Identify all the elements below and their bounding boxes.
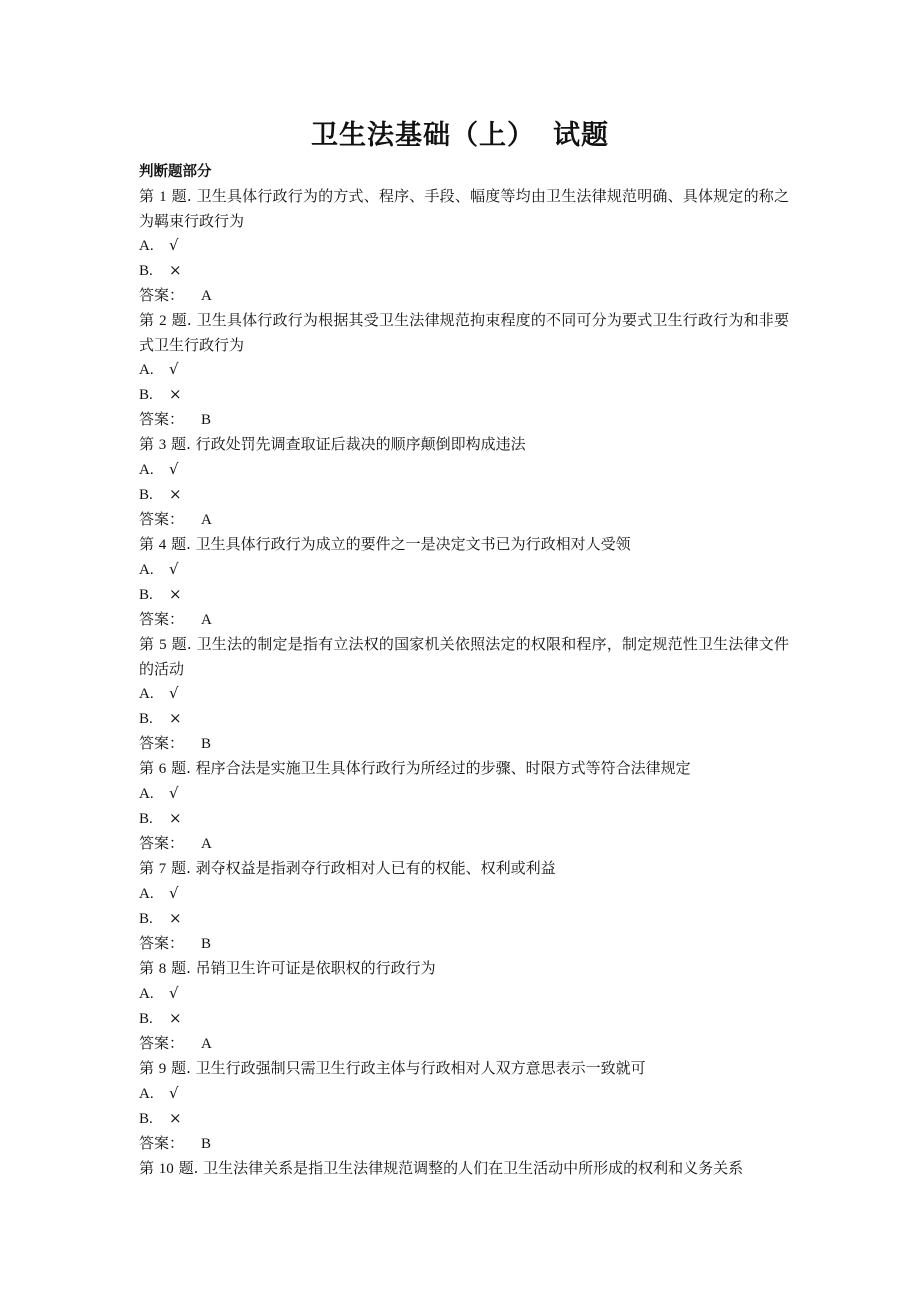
- check-mark-icon: √: [169, 884, 179, 902]
- answer-line: 答案： B: [139, 734, 212, 752]
- question-text: 第 4 题. 卫生具体行政行为成立的要件之一是决定文书已为行政相对人受领: [139, 535, 631, 553]
- answer-value: B: [201, 936, 212, 952]
- question-text: 第 6 题. 程序合法是实施卫生具体行政行为所经过的步骤、时限方式等符合法律规定: [139, 759, 691, 777]
- answer-value: A: [201, 512, 212, 528]
- question-text: 第 5 题. 卫生法的制定是指有立法权的国家机关依照法定的权限和程序，制定规范性卫生法律文件的活动: [139, 635, 789, 678]
- answer-value: B: [201, 1136, 212, 1152]
- option-b: B. ×: [139, 482, 789, 507]
- option-b: B. ×: [139, 906, 789, 931]
- cross-mark-icon: ×: [169, 809, 182, 827]
- check-mark-icon: √: [169, 984, 179, 1002]
- question-block: [139, 308, 789, 432]
- cross-mark-icon: ×: [169, 709, 182, 727]
- check-mark-icon: √: [169, 236, 179, 254]
- option-b: B. ×: [139, 382, 789, 407]
- option-a: A. √: [139, 681, 789, 706]
- option-b: B. ×: [139, 1106, 789, 1131]
- document-body: [139, 160, 789, 1181]
- check-mark-icon: √: [169, 684, 179, 702]
- question-text: 第 10 题. 卫生法律关系是指卫生法律规范调整的人们在卫生活动中所形成的权利和义务关系: [139, 1159, 744, 1177]
- question-text: 第 8 题. 吊销卫生许可证是依职权的行政行为: [139, 959, 436, 977]
- question-text: 第 7 题. 剥夺权益是指剥夺行政相对人已有的权能、权利或利益: [139, 859, 556, 877]
- option-b: B. ×: [139, 706, 789, 731]
- answer-line: 答案： B: [139, 410, 212, 428]
- option-a: A. √: [139, 557, 789, 582]
- option-a: A. √: [139, 357, 789, 382]
- answer-line: 答案： B: [139, 934, 212, 952]
- answer-value: B: [201, 412, 212, 428]
- answer-line: 答案： B: [139, 1134, 212, 1152]
- check-mark-icon: √: [169, 460, 179, 478]
- title-suffix: 试题: [553, 120, 609, 151]
- check-mark-icon: √: [169, 1084, 179, 1102]
- question-text: 第 2 题. 卫生具体行政行为根据其受卫生法律规范拘束程度的不同可分为要式卫生行政行为和非要式卫生行政行为: [139, 311, 789, 354]
- check-mark-icon: √: [169, 360, 179, 378]
- question-block: [139, 632, 789, 756]
- cross-mark-icon: ×: [169, 261, 182, 279]
- answer-value: A: [201, 612, 212, 628]
- question-text: 第 3 题. 行政处罚先调查取证后裁决的顺序颠倒即构成违法: [139, 435, 526, 453]
- cross-mark-icon: ×: [169, 909, 182, 927]
- answer-line: 答案： A: [139, 510, 212, 528]
- question-block: [139, 184, 789, 308]
- option-a: A. √: [139, 781, 789, 806]
- check-mark-icon: √: [169, 784, 179, 802]
- cross-mark-icon: ×: [169, 485, 182, 503]
- question-block: [139, 1156, 789, 1181]
- option-b: B. ×: [139, 582, 789, 607]
- answer-value: A: [201, 288, 212, 304]
- answer-line: 答案： A: [139, 1034, 212, 1052]
- question-block: [139, 432, 789, 532]
- option-b: B. ×: [139, 258, 789, 283]
- answer-value: B: [201, 736, 212, 752]
- cross-mark-icon: ×: [169, 385, 182, 403]
- page-title: [0, 116, 920, 156]
- answer-value: A: [201, 836, 212, 852]
- check-mark-icon: √: [169, 560, 179, 578]
- answer-line: 答案： A: [139, 834, 212, 852]
- answer-line: 答案： A: [139, 610, 212, 628]
- cross-mark-icon: ×: [169, 1109, 182, 1127]
- answer-line: 答案： A: [139, 286, 212, 304]
- option-a: A. √: [139, 981, 789, 1006]
- option-b: B. ×: [139, 806, 789, 831]
- answer-value: A: [201, 1036, 212, 1052]
- question-block: [139, 1056, 789, 1156]
- question-text: 第 1 题. 卫生具体行政行为的方式、程序、手段、幅度等均由卫生法律规范明确、具体规定的称之为羁束行政行为: [139, 187, 789, 230]
- option-b: B. ×: [139, 1006, 789, 1031]
- question-block: [139, 756, 789, 856]
- option-a: A. √: [139, 1081, 789, 1106]
- option-a: A. √: [139, 457, 789, 482]
- question-block: [139, 532, 789, 632]
- question-text: 第 9 题. 卫生行政强制只需卫生行政主体与行政相对人双方意思表示一致就可: [139, 1059, 646, 1077]
- cross-mark-icon: ×: [169, 1009, 182, 1027]
- option-a: A. √: [139, 881, 789, 906]
- question-block: [139, 956, 789, 1056]
- option-a: A. √: [139, 233, 789, 258]
- section-heading: 判断题部分: [139, 164, 212, 180]
- question-block: [139, 856, 789, 956]
- cross-mark-icon: ×: [169, 585, 182, 603]
- title-main: 卫生法基础（上）: [311, 120, 535, 151]
